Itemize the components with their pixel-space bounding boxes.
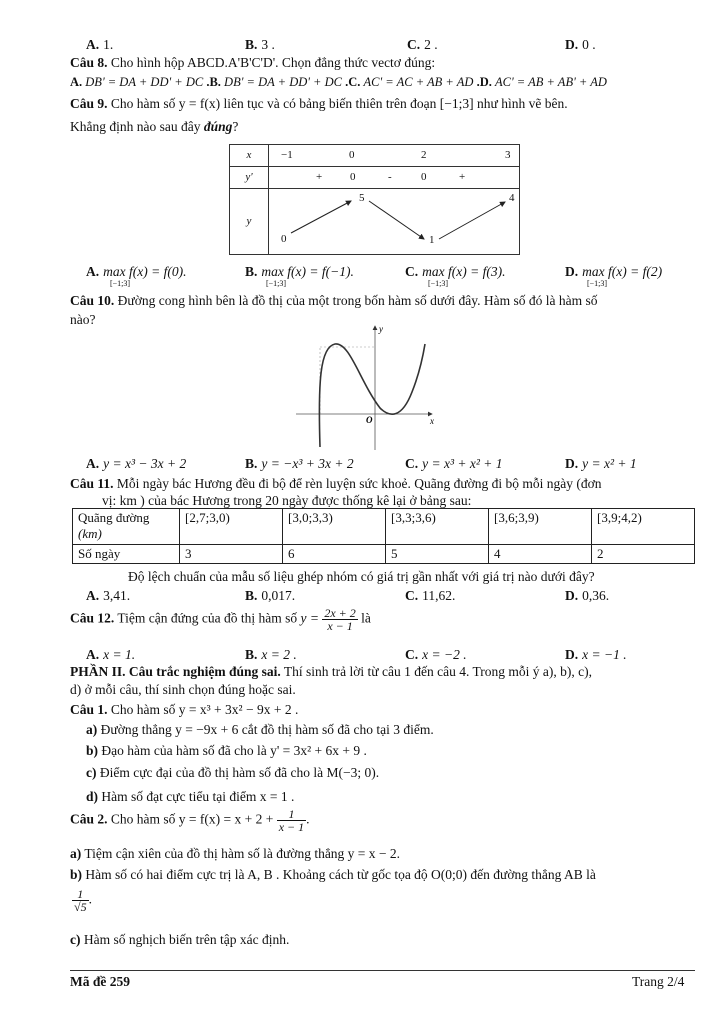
q11-stem-2: vị: km ) của bác Hương trong 20 ngày được thống kê lại ở bảng sau: bbox=[102, 493, 472, 508]
arrow-up-2 bbox=[439, 202, 505, 239]
table-cell: 4 bbox=[489, 544, 592, 563]
p2q2-b-frac: $\frac{1}{√5}$ . bbox=[74, 887, 92, 914]
q9-option-b: B. max f(x) = f(−1). bbox=[245, 264, 354, 279]
var-yp-row bbox=[269, 167, 520, 189]
table-cell: [2,7;3,0) bbox=[180, 509, 283, 545]
table-cell: 6 bbox=[283, 544, 386, 563]
q7-option-d: D. 0 . bbox=[565, 37, 596, 52]
part2-heading-2: d) ở mỗi câu, thí sinh chọn đúng hoặc sai. bbox=[70, 682, 296, 697]
var-yp-label: y' bbox=[230, 167, 269, 189]
var-x-label: x bbox=[230, 145, 269, 167]
var-y-1: 5 bbox=[359, 192, 365, 204]
q10-option-a: A. y = x³ − 3x + 2 bbox=[86, 456, 187, 471]
var-y-row bbox=[269, 189, 520, 255]
q9-sub-b: [−1;3] bbox=[266, 279, 287, 288]
q11-option-d: D. 0,36. bbox=[565, 588, 610, 603]
q10-option-b: B. y = −x³ + 3x + 2 bbox=[245, 456, 354, 471]
q12-option-a: A. x = 1. bbox=[86, 647, 136, 662]
var-y-2: 1 bbox=[429, 234, 435, 246]
var-sign-0: + bbox=[316, 171, 323, 183]
p2q1-d: d) Hàm số đạt cực tiểu tại điểm x = 1 . bbox=[86, 789, 295, 804]
p2q2-stem: Câu 2. Cho hàm số y = f(x) = x + 2 + $\frac{1}{x - 1}$ . bbox=[70, 807, 310, 834]
q9-option-c: C. max f(x) = f(3). bbox=[405, 264, 506, 279]
variation-table bbox=[229, 144, 520, 255]
table-row bbox=[73, 544, 695, 563]
p2q2-c: c) Hàm số nghịch biến trên tập xác định. bbox=[70, 932, 290, 947]
q11-option-c: C. 11,62. bbox=[405, 588, 456, 603]
frequency-table bbox=[72, 508, 695, 564]
table-cell: [3,3;3,6) bbox=[386, 509, 489, 545]
footer-code: Mã đề 259 bbox=[70, 974, 130, 989]
p2q2-a: a) Tiệm cận xiên của đồ thị hàm số là đường thẳng y = x − 2. bbox=[70, 846, 401, 861]
q11-option-b: B. 0,017. bbox=[245, 588, 296, 603]
variation-arrows bbox=[269, 189, 519, 255]
q7-option-b: B. 3 . bbox=[245, 37, 275, 52]
q12-stem: Câu 12. Tiệm cận đứng của đồ thị hàm số y = $\frac{2x + 2}{x - 1}$ là bbox=[70, 606, 371, 633]
q9-option-a: A. max f(x) = f(0). bbox=[86, 264, 187, 279]
table-cell: 2 bbox=[592, 544, 695, 563]
q12-option-c: C. x = −2 . bbox=[405, 647, 467, 662]
q12-option-d: D. x = −1 . bbox=[565, 647, 627, 662]
var-y-3: 4 bbox=[509, 192, 515, 204]
p2q1-c: c) Điểm cực đại của đồ thị hàm số đã cho là M(−3; 0). bbox=[86, 765, 380, 780]
graph-y-label: y bbox=[379, 324, 383, 334]
q9-sub-a: [−1;3] bbox=[110, 279, 131, 288]
q11-question: Độ lệch chuẩn của mẫu số liệu ghép nhóm có giá trị gần nhất với giá trị nào dưới đây? bbox=[128, 569, 595, 584]
table-cell: Quãng đường (km) bbox=[73, 509, 180, 545]
var-y-0: 0 bbox=[281, 233, 287, 245]
table-cell: [3,9;4,2) bbox=[592, 509, 695, 545]
q10-option-d: D. y = x² + 1 bbox=[565, 456, 637, 471]
var-x-1: 0 bbox=[349, 149, 355, 161]
table-cell: 5 bbox=[386, 544, 489, 563]
arrow-down bbox=[369, 201, 424, 239]
q10-option-c: C. y = x³ + x² + 1 bbox=[405, 456, 503, 471]
table-cell: [3,6;3,9) bbox=[489, 509, 592, 545]
q7-option-c: C. 2 . bbox=[407, 37, 438, 52]
q9-sub-d: [−1;3] bbox=[587, 279, 608, 288]
q11-stem: Câu 11. Mỗi ngày bác Hương đều đi bộ để rèn luyện sức khoẻ. Quãng đường đi bộ mỗi ngày (đơn bbox=[70, 476, 602, 491]
table-row bbox=[73, 509, 695, 545]
var-sign-4: + bbox=[459, 171, 466, 183]
curve bbox=[319, 344, 425, 447]
var-sign-3: 0 bbox=[421, 171, 427, 183]
p2q1-stem: Câu 1. Cho hàm số y = x³ + 3x² − 9x + 2 . bbox=[70, 702, 299, 717]
var-y-label: y bbox=[230, 189, 269, 255]
var-x-2: 2 bbox=[421, 149, 427, 161]
q10-stem-2: nào? bbox=[70, 312, 96, 327]
footer-divider bbox=[70, 970, 695, 971]
q9-stem-2: Khẳng định nào sau đây đúng? bbox=[70, 119, 239, 134]
var-x-3: 3 bbox=[505, 149, 511, 161]
var-x-0: −1 bbox=[281, 149, 293, 161]
part2-heading: PHẦN II. Câu trắc nghiệm đúng sai. Thí sinh trả lời từ câu 1 đến câu 4. Trong mỗi ý a), b), c), bbox=[70, 664, 592, 679]
q9-sub-c: [−1;3] bbox=[428, 279, 449, 288]
table-cell: [3,0;3,3) bbox=[283, 509, 386, 545]
var-sign-2: - bbox=[388, 171, 392, 183]
p2q1-a: a) Đường thẳng y = −9x + 6 cắt đồ thị hàm số đã cho tại 3 điểm. bbox=[86, 722, 434, 737]
var-x-row bbox=[269, 145, 520, 167]
q12-option-b: B. x = 2 . bbox=[245, 647, 297, 662]
var-sign-1: 0 bbox=[350, 171, 356, 183]
table-cell: Số ngày bbox=[73, 544, 180, 563]
arrow-up-1 bbox=[291, 201, 351, 233]
q9-option-d: D. max f(x) = f(2) bbox=[565, 264, 663, 279]
footer-page: Trang 2/4 bbox=[632, 974, 685, 989]
q11-option-a: A. 3,41. bbox=[86, 588, 131, 603]
graph-origin: O bbox=[366, 415, 373, 425]
q8-stem: Câu 8. Cho hình hộp ABCD.A'B'C'D'. Chọn đẳng thức vectơ đúng: bbox=[70, 55, 436, 70]
q10-stem: Câu 10. Đường cong hình bên là đồ thị của một trong bốn hàm số dưới đây. Hàm số đó là hàm số bbox=[70, 293, 598, 308]
p2q2-b: b) Hàm số có hai điểm cực trị là A, B . Khoảng cách từ gốc tọa độ O(0;0) đến đường thẳng AB là bbox=[70, 867, 596, 882]
q9-stem: Câu 9. Cho hàm số y = f(x) liên tục và có bảng biến thiên trên đoạn [−1;3] như hình vẽ bên. bbox=[70, 96, 568, 111]
q7-option-a: A. 1. bbox=[86, 37, 114, 52]
graph-x-label: x bbox=[430, 416, 434, 426]
q8-options: A. DB' = DA + DD' + DC .B. DB' = DA + DD' + DC .C. AC' = AC + AB + AD .D. AC' = AB + AB' + AD bbox=[70, 75, 607, 89]
p2q1-b: b) Đạo hàm của hàm số đã cho là y' = 3x² + 6x + 9 . bbox=[86, 743, 367, 758]
table-cell: 3 bbox=[180, 544, 283, 563]
cubic-graph bbox=[290, 322, 440, 452]
